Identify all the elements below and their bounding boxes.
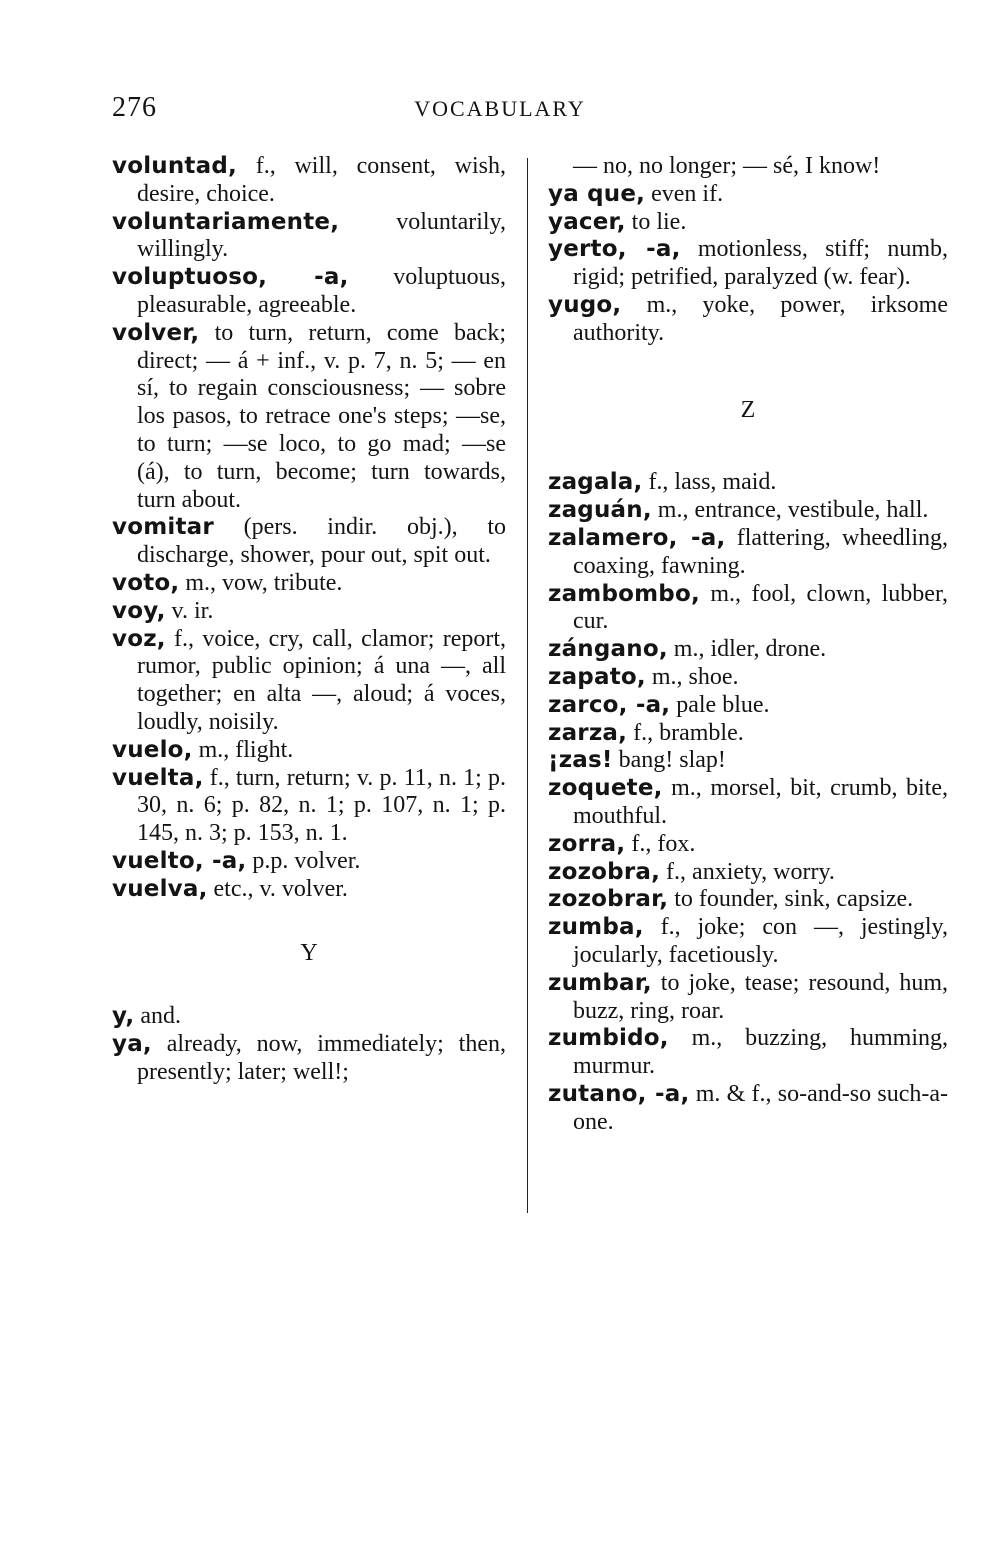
entry-list-z bbox=[548, 469, 948, 1136]
entry-headword: y, bbox=[112, 1003, 135, 1030]
entry-headword: vomitar bbox=[112, 514, 214, 541]
dictionary-entry bbox=[112, 765, 506, 848]
dictionary-entry bbox=[548, 692, 948, 720]
entry-headword: zagala, bbox=[548, 469, 643, 496]
dictionary-entry bbox=[548, 747, 948, 775]
entry-headword: vuelva, bbox=[112, 875, 208, 902]
entry-headword: voluntariamente, bbox=[112, 208, 340, 235]
dictionary-entry bbox=[548, 859, 948, 887]
entry-headword: voto, bbox=[112, 569, 180, 596]
dictionary-entry bbox=[548, 720, 948, 748]
entry-definition: f., anxiety, worry. bbox=[660, 858, 835, 885]
entry-headword: zarza, bbox=[548, 719, 628, 746]
entry-definition: f., turn, return; v. p. 11, n. 1; p. 30, n. 6; p. 82, n. 1; p. 107, n. 1; p. 145, n. 3; p. 153, n. 1. bbox=[137, 764, 506, 847]
entry-definition: v. ir. bbox=[165, 597, 214, 624]
dictionary-entry bbox=[548, 469, 948, 497]
dictionary-entry bbox=[548, 831, 948, 859]
entry-headword: voluntad, bbox=[112, 153, 237, 179]
entry-headword: zambombo, bbox=[548, 580, 700, 607]
column-divider bbox=[527, 158, 528, 1213]
entry-headword: zumba, bbox=[548, 914, 644, 941]
dictionary-entry bbox=[548, 497, 948, 525]
entry-headword: zaguán, bbox=[548, 497, 652, 524]
entry-definition: voluntarily, willingly. bbox=[137, 208, 506, 263]
entry-definition: m., shoe. bbox=[645, 663, 739, 690]
dictionary-entry bbox=[548, 1025, 948, 1081]
entry-headword: ¡zas! bbox=[548, 747, 613, 774]
dictionary-entry bbox=[548, 1081, 948, 1137]
dictionary-entry bbox=[112, 209, 506, 265]
entry-headword: voy, bbox=[112, 597, 166, 624]
entry-headword: zorra, bbox=[548, 830, 626, 857]
entry-definition: f., fox. bbox=[625, 830, 696, 857]
entry-headword: ya, bbox=[112, 1031, 152, 1058]
dictionary-entry bbox=[548, 970, 948, 1026]
letter-heading-z: Z bbox=[740, 396, 756, 423]
entry-definition: already, now, immediately; then, presently; later; well!; bbox=[137, 1031, 506, 1085]
entry-headword: zángano, bbox=[548, 636, 668, 663]
entry-definition: pale blue. bbox=[670, 691, 770, 718]
entry-definition: f., will, consent, wish, desire, choice. bbox=[137, 153, 506, 207]
entry-definition: m., entrance, vestibule, hall. bbox=[651, 497, 929, 524]
entry-definition: m., buzzing, humming, murmur. bbox=[573, 1025, 948, 1080]
dictionary-entry bbox=[112, 514, 506, 570]
entry-definition: etc., v. volver. bbox=[207, 875, 348, 902]
entry-list-y-cont bbox=[548, 181, 948, 348]
entry-definition: f., lass, maid. bbox=[642, 469, 777, 496]
entry-definition: (pers. indir. obj.), to discharge, shower, pour out, spit out. bbox=[137, 514, 506, 569]
dictionary-entry bbox=[112, 570, 506, 598]
dictionary-entry bbox=[112, 320, 506, 515]
dictionary-entry bbox=[548, 664, 948, 692]
entry-headword: zoquete, bbox=[548, 775, 663, 802]
entry-definition: motionless, stiff; numb, rigid; petrified, paralyzed (w. fear). bbox=[573, 236, 948, 291]
entry-headword: volver, bbox=[112, 319, 200, 346]
dictionary-entry bbox=[548, 236, 948, 292]
entry-headword: voluptuoso, -a, bbox=[112, 264, 349, 291]
dictionary-entry bbox=[548, 292, 948, 348]
entry-headword: zumbar, bbox=[548, 969, 652, 996]
entry-definition: p.p. volver. bbox=[246, 847, 361, 874]
entry-definition: to lie. bbox=[625, 208, 687, 235]
entry-headword: zutano, -a, bbox=[548, 1080, 690, 1107]
running-head: VOCABULARY bbox=[414, 96, 586, 121]
entry-headword: zalamero, -a, bbox=[548, 524, 726, 551]
entry-headword: yerto, -a, bbox=[548, 236, 681, 263]
dictionary-entry bbox=[112, 737, 506, 765]
entry-definition: f., joke; con —, jestingly, jocularly, facetiously. bbox=[573, 914, 948, 968]
entry-list-v bbox=[112, 153, 506, 904]
dictionary-entry bbox=[548, 181, 948, 209]
entry-headword: yugo, bbox=[548, 291, 622, 318]
entry-definition: f., voice, cry, call, clamor; report, rumor, public opinion; á una —, all together; en alta —, aloud; á voces, loudly, noisily. bbox=[137, 625, 506, 735]
left-column bbox=[112, 153, 506, 1087]
entry-continuation: — no, no longer; — sé, I know! bbox=[573, 153, 881, 179]
dictionary-entry bbox=[112, 626, 506, 737]
entry-headword: ya que, bbox=[548, 180, 646, 207]
entry-headword: vuelta, bbox=[112, 764, 204, 791]
entry-definition: m., morsel, bit, crumb, bite, mouthful. bbox=[573, 775, 948, 829]
entry-definition: voluptuous, pleasurable, agreeable. bbox=[137, 264, 506, 318]
dictionary-entry bbox=[112, 153, 506, 209]
right-column bbox=[548, 153, 948, 1137]
dictionary-entry bbox=[112, 1031, 506, 1087]
entry-definition: to joke, tease; resound, hum, buzz, ring, roar. bbox=[573, 969, 948, 1024]
entry-definition: m. & f., so-and-so such-a-one. bbox=[573, 1080, 948, 1135]
entry-headword: zozobrar, bbox=[548, 886, 669, 913]
dictionary-entry bbox=[112, 1003, 506, 1031]
entry-headword: yacer, bbox=[548, 208, 626, 235]
entry-headword: zozobra, bbox=[548, 858, 661, 885]
entry-headword: zarco, -a, bbox=[548, 691, 671, 718]
letter-heading-y: Y bbox=[300, 939, 318, 966]
entry-headword: vuelo, bbox=[112, 736, 193, 763]
entry-definition: m., vow, tribute. bbox=[179, 569, 343, 596]
entry-headword: zumbido, bbox=[548, 1025, 669, 1052]
entry-definition: to turn, return, come back; direct; — á + inf., v. p. 7, n. 5; — en sí, to regain consciousness; — sobre los pasos, to retrace one's steps; —se, to turn; —se loco, to go mad; —se (á), to turn, become; turn towards, turn about. bbox=[137, 319, 506, 513]
dictionary-entry bbox=[548, 209, 948, 237]
entry-list-y bbox=[112, 1003, 506, 1086]
entry-definition: and. bbox=[134, 1003, 182, 1030]
dictionary-entry bbox=[548, 775, 948, 831]
entry-definition: even if. bbox=[645, 180, 724, 207]
dictionary-entry bbox=[548, 886, 948, 914]
dictionary-entry bbox=[548, 525, 948, 581]
page-number: 276 bbox=[112, 92, 157, 123]
dictionary-entry bbox=[548, 636, 948, 664]
dictionary-entry bbox=[112, 876, 506, 904]
dictionary-entry bbox=[548, 581, 948, 637]
entry-definition: bang! slap! bbox=[612, 747, 726, 774]
entry-definition: f., bramble. bbox=[627, 719, 744, 746]
entry-definition: m., yoke, power, irksome authority. bbox=[573, 291, 948, 346]
dictionary-entry bbox=[112, 598, 506, 626]
entry-definition: m., flight. bbox=[192, 736, 294, 763]
entry-definition: to founder, sink, capsize. bbox=[668, 886, 914, 913]
entry-definition: flattering, wheedling, coaxing, fawning. bbox=[573, 524, 948, 579]
entry-headword: zapato, bbox=[548, 663, 646, 690]
dictionary-entry bbox=[548, 914, 948, 970]
entry-headword: vuelto, -a, bbox=[112, 847, 247, 874]
dictionary-entry bbox=[112, 848, 506, 876]
entry-headword: voz, bbox=[112, 625, 166, 652]
dictionary-entry bbox=[112, 264, 506, 320]
entry-definition: m., idler, drone. bbox=[667, 636, 827, 663]
entry-definition: m., fool, clown, lubber, cur. bbox=[573, 580, 948, 635]
